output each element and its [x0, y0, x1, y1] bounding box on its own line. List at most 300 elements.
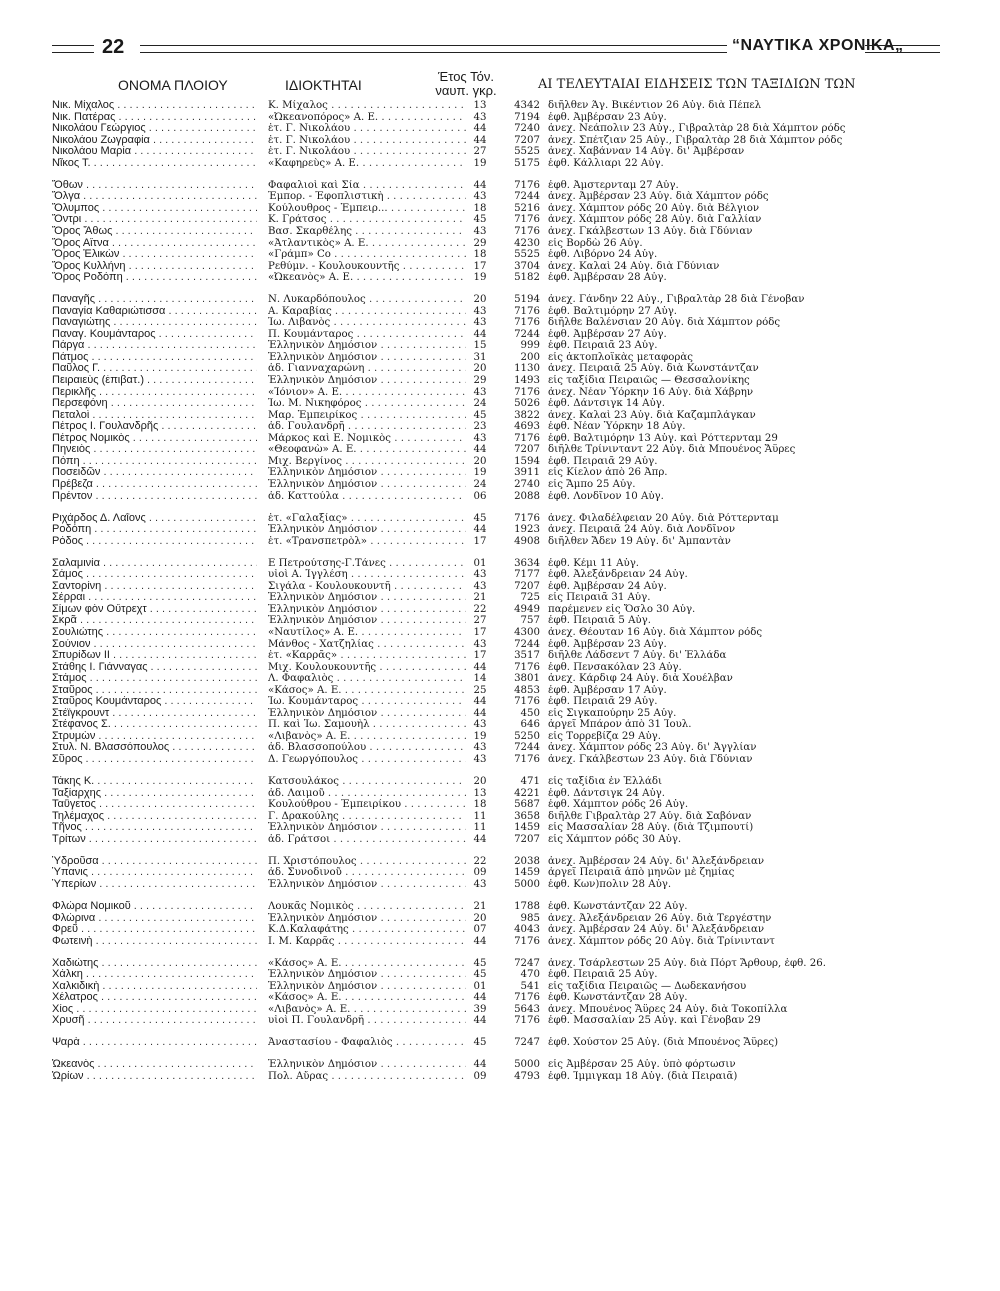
ship-row — [52, 969, 952, 981]
ship-row — [52, 569, 952, 581]
gross-tons-text: 7176 — [514, 225, 540, 237]
leader-dots — [377, 467, 466, 478]
ship-row — [52, 214, 952, 226]
leader-dots — [350, 1004, 466, 1015]
ship-owner — [268, 249, 466, 261]
ship-name — [52, 811, 257, 823]
leader-dots — [399, 261, 466, 272]
gross-tons — [500, 352, 540, 364]
ship-name-text: Παῦλος Γ. — [52, 363, 101, 375]
ship-owner-text: Ἑλληνικὸν Δημόσιον — [268, 340, 378, 352]
leader-dots — [377, 822, 466, 833]
leader-dots — [82, 822, 257, 833]
build-year — [468, 158, 492, 170]
ship-owner — [268, 191, 466, 203]
build-year — [468, 592, 492, 604]
ship-owner — [268, 479, 466, 491]
build-year — [468, 1071, 492, 1083]
build-year-text: 09 — [473, 1071, 487, 1083]
ship-owner-text: Ἐμπορ. - Ἐφοπλιστικὴ — [268, 191, 384, 203]
ship-row — [52, 558, 952, 570]
gross-tons-text: 5216 — [514, 202, 540, 214]
leader-dots — [342, 456, 466, 467]
ship-row — [52, 834, 952, 846]
year-header-line1: Έτος — [438, 69, 467, 84]
leader-dots — [99, 981, 257, 992]
ship-name-text: Νικ. Μίχαλος — [52, 100, 115, 111]
build-year — [468, 1015, 492, 1027]
page-number: 22 — [102, 36, 125, 58]
build-year — [468, 936, 492, 948]
leader-dots — [94, 776, 257, 787]
ship-name-text: Φλώρινα — [52, 912, 96, 924]
ship-owner — [268, 398, 466, 410]
gross-tons — [500, 788, 540, 800]
gross-tons-text: 7176 — [514, 512, 540, 524]
leader-dots — [348, 569, 466, 580]
ship-group — [52, 1037, 952, 1049]
ship-name — [52, 433, 257, 445]
voyage-news — [548, 456, 958, 468]
ship-group — [52, 100, 952, 169]
ship-row — [52, 936, 952, 948]
ship-name — [52, 191, 257, 203]
voyage-news-text: ἐφθ. Δάντσιγκ 24 Αὐγ. — [548, 787, 665, 799]
ship-name — [52, 742, 257, 754]
gross-tons-text: 7207 — [514, 580, 540, 592]
ship-name — [52, 479, 257, 491]
leader-dots — [376, 662, 466, 673]
leader-dots — [358, 754, 466, 765]
voyage-news-text: ἀνεχ. Ἀμβέρσαν 24 Αὐγ. δι' Ἀλεξάνδρειαν — [548, 855, 765, 867]
ship-group — [52, 294, 952, 502]
gross-tons-text: 2088 — [514, 490, 540, 502]
build-year-text: 18 — [473, 202, 487, 214]
leader-dots — [148, 662, 258, 673]
ship-name-text: Ὑπανις — [52, 867, 88, 879]
build-year — [468, 969, 492, 981]
voyage-news-text: παρέμενεν εἰς Ὄσλο 30 Αὐγ. — [548, 603, 696, 615]
voyage-news-text: ἐφθ. Ἀμβέρσαν 27 Αὐγ. — [548, 328, 667, 340]
ship-owner-text: ἀδ. Βλασσοπούλου — [268, 742, 367, 754]
ship-name — [52, 754, 257, 766]
ship-owner — [268, 627, 466, 639]
ship-owner-text: ἀδ. Γουλανδρῆ — [268, 421, 345, 433]
voyage-news-text: διῆλθε Τρίνινταντ 22 Αὐγ. διὰ Μπουένος Ἄϋρες — [548, 444, 796, 456]
leader-dots — [339, 776, 466, 787]
ship-row — [52, 479, 952, 491]
gross-tons — [500, 524, 540, 536]
gross-tons-text: 4908 — [514, 535, 540, 547]
leader-dots — [330, 317, 466, 328]
ship-name-text: Ροδόπη — [52, 524, 92, 536]
voyage-news — [548, 203, 958, 215]
voyage-news — [548, 936, 958, 948]
ship-name — [52, 112, 257, 124]
build-year-text: 01 — [473, 980, 487, 992]
ship-name-text: Στέφανος Σ. — [52, 719, 111, 731]
ship-row — [52, 592, 952, 604]
ship-owner-text: Ἑλληνικὸν Δημόσιον — [268, 603, 378, 615]
leader-dots — [95, 731, 257, 742]
voyage-news-text: ἐφθ. Πειραιᾶ 23 Αὐγ. — [548, 340, 658, 352]
ship-name-text: Πέτρος Νομικὸς — [52, 432, 130, 444]
ship-name — [52, 272, 257, 284]
voyage-news-text: εἰς Ἀμβέρσαν 25 Αὐγ. ὑπὸ φόρτωσιν — [548, 1059, 736, 1071]
ship-owner-text: Α. Καραβίας — [268, 305, 332, 317]
ship-owner — [268, 146, 466, 158]
gross-tons — [500, 238, 540, 250]
ship-row — [52, 100, 952, 112]
ship-name-text: Ὄρος Ροδόπη — [52, 272, 123, 284]
build-year — [468, 856, 492, 868]
gross-tons-text: 7244 — [514, 742, 540, 754]
build-year — [468, 135, 492, 147]
leader-dots — [93, 936, 257, 947]
gross-tons-text: 3801 — [514, 673, 540, 685]
build-year — [468, 1004, 492, 1016]
tons-header-line2: γκρ. — [472, 83, 497, 98]
gross-tons-text: 7176 — [514, 935, 540, 947]
build-year-text: 20 — [473, 776, 487, 788]
voyage-news — [548, 1015, 958, 1027]
ship-owner — [268, 742, 466, 754]
ship-name-text: Πηνειὸς — [52, 444, 91, 456]
ship-owner — [268, 822, 466, 834]
voyage-news-text: ἀνεχ. Θέουταν 16 Αὐγ. διὰ Χάμπτον ρόδς — [548, 626, 763, 638]
ship-row — [52, 203, 952, 215]
ship-name-text: Σαντορίνη — [52, 580, 102, 592]
leader-dots — [377, 375, 466, 386]
gross-tons-text: 1130 — [514, 363, 540, 375]
voyage-news — [548, 696, 958, 708]
leader-dots — [88, 867, 257, 878]
gross-tons-text: 7176 — [514, 386, 540, 398]
ship-name-text: Πρέντον — [52, 490, 93, 502]
ship-name-text: Φλώρα Νομικοῦ — [52, 900, 131, 912]
build-year — [468, 708, 492, 720]
build-year — [468, 112, 492, 124]
gross-tons — [500, 969, 540, 981]
ship-name — [52, 788, 257, 800]
leader-dots — [331, 249, 466, 260]
leader-dots — [366, 294, 466, 305]
build-year-text: 44 — [473, 696, 487, 708]
leader-dots — [367, 536, 466, 547]
leader-dots — [161, 696, 257, 707]
ship-name — [52, 799, 257, 811]
ship-name-text: Παναγιώτης — [52, 317, 111, 329]
ship-owner — [268, 558, 466, 570]
gross-tons — [500, 696, 540, 708]
leader-dots — [165, 306, 257, 317]
leader-dots — [96, 387, 257, 398]
voyage-news — [548, 901, 958, 913]
voyage-news — [548, 135, 958, 147]
ship-owner-text: Ι. Μ. Καρρᾶς — [268, 935, 335, 947]
gross-tons — [500, 569, 540, 581]
leader-dots — [377, 969, 466, 980]
leader-dots — [377, 340, 466, 351]
ship-name — [52, 158, 257, 170]
gross-tons — [500, 673, 540, 685]
voyage-news — [548, 352, 958, 364]
voyage-news-text: ἐφθ. Ἰμμιγκαμ 18 Αὐγ. (διὰ Πειραιᾶ) — [548, 1071, 738, 1083]
ship-row — [52, 467, 952, 479]
build-year-text: 43 — [473, 742, 487, 754]
ship-table — [52, 100, 952, 1093]
ship-owner-text: ἀδ. Γράτσοι — [268, 833, 331, 845]
ship-name-text: Ὄρος Ἄθως — [52, 225, 113, 237]
voyage-news — [548, 340, 958, 352]
gross-tons — [500, 834, 540, 846]
ship-owner — [268, 969, 466, 981]
build-year — [468, 536, 492, 548]
gross-tons — [500, 639, 540, 651]
ship-owner — [268, 100, 466, 112]
voyage-news — [548, 375, 958, 387]
voyage-news — [548, 363, 958, 375]
gross-tons-text: 7177 — [514, 569, 540, 581]
leader-dots — [383, 191, 466, 202]
ship-name-text: Νικ. Πατέρας — [52, 111, 116, 123]
voyage-news-text: ἀνεχ. Νέαν Ὑόρκην 16 Αὐγ. διὰ Χάβρην — [548, 386, 754, 398]
ship-owner-text: ἑτ. Γ. Νικολάου — [268, 123, 351, 135]
gross-tons-text: 5026 — [514, 398, 540, 410]
gross-tons-text: 7247 — [514, 957, 540, 969]
gross-tons — [500, 536, 540, 548]
build-year-text: 44 — [473, 707, 487, 719]
ship-owner-text: «Κάσος» Α. Ε. — [268, 684, 342, 696]
gross-tons — [500, 398, 540, 410]
ship-name-text: Ὄρος Αἴτνα — [52, 237, 109, 249]
ship-owner-text: Ν. Λυκαρδόπουλος — [268, 294, 366, 306]
ship-name — [52, 719, 257, 731]
ship-name-text: Ρόδος — [52, 535, 83, 547]
gross-tons-text: 7176 — [514, 992, 540, 1004]
ship-name — [52, 936, 257, 948]
gross-tons — [500, 708, 540, 720]
ship-owner — [268, 913, 466, 925]
ship-name-text: Πεταλοὶ — [52, 409, 90, 421]
leader-dots — [339, 811, 466, 822]
ship-owner — [268, 238, 466, 250]
ship-name — [52, 238, 257, 250]
ship-owner-text: Δ. Γεωργόπουλος — [268, 753, 359, 765]
gross-tons — [500, 627, 540, 639]
ship-name-text: Χίος — [52, 1003, 74, 1015]
leader-dots — [77, 615, 257, 626]
leader-dots — [81, 214, 257, 225]
voyage-news-text: εἰς Χάμπτον ρόδς 30 Αὐγ. — [548, 833, 682, 845]
ship-row — [52, 958, 952, 970]
gross-tons — [500, 685, 540, 697]
gross-tons — [500, 1004, 540, 1016]
leader-dots — [350, 146, 466, 157]
ship-name — [52, 363, 257, 375]
leader-dots — [93, 479, 257, 490]
build-year — [468, 444, 492, 456]
voyage-news-text: ἀνεχ. Κάρδιφ 24 Αὐγ. διὰ Χουέλβαν — [548, 673, 733, 685]
ship-row — [52, 776, 952, 788]
ship-name-text: Ὑπερίων — [52, 878, 97, 890]
build-year-text: 17 — [473, 260, 487, 272]
voyage-news — [548, 1004, 958, 1016]
ship-owner — [268, 1015, 466, 1027]
voyage-news — [548, 685, 958, 697]
gross-tons-text: 7244 — [514, 638, 540, 650]
voyage-news-text: ἐφθ. Πειραιᾶ 25 Αὐγ. — [548, 969, 658, 981]
leader-dots — [85, 592, 257, 603]
ship-row — [52, 615, 952, 627]
gross-tons-text: 3911 — [514, 467, 540, 479]
gross-tons — [500, 719, 540, 731]
build-year-text: 22 — [473, 603, 487, 615]
gross-tons-text: 1594 — [514, 455, 540, 467]
leader-dots — [364, 363, 466, 374]
leader-dots — [110, 317, 257, 328]
ship-owner — [268, 581, 466, 593]
gross-tons-text: 2740 — [514, 478, 540, 490]
leader-dots — [80, 1037, 257, 1048]
gross-tons — [500, 754, 540, 766]
leader-dots — [104, 811, 257, 822]
ship-owner-text: Μάνθος - Χατζηλίας — [268, 638, 374, 650]
gross-tons-text: 5643 — [514, 1003, 540, 1015]
gross-tons — [500, 340, 540, 352]
voyage-news-text: εἰς Πειραιᾶ 31 Αὐγ. — [548, 592, 651, 604]
build-year — [468, 410, 492, 422]
voyage-news-text: ἐφθ. Ἀμβέρσαν 24 Αὐγ. — [548, 580, 667, 592]
gross-tons-text: 470 — [520, 969, 540, 981]
voyage-news — [548, 627, 958, 639]
voyage-news — [548, 742, 958, 754]
column-header-news: ΑΙ ΤΕΛΕΥΤΑΙΑΙ ΕΙΔΗΣΕΙΣ ΤΩΝ ΤΑΞΙΔΙΩΝ ΤΩΝ — [538, 77, 856, 92]
leader-dots — [89, 410, 257, 421]
ship-owner-text: Κατσουλάκος — [268, 776, 339, 788]
leader-dots — [357, 410, 466, 421]
voyage-news-text: ἐφθ. Πειραιᾶ 5 Αὐγ. — [548, 615, 651, 627]
voyage-news — [548, 879, 958, 891]
leader-dots — [112, 226, 257, 237]
ship-owner-text: Ἰω. Λιβανὸς — [268, 317, 331, 329]
gross-tons-text: 5687 — [514, 799, 540, 811]
voyage-news — [548, 272, 958, 284]
ship-name — [52, 146, 257, 158]
voyage-news — [548, 398, 958, 410]
ship-name — [52, 1037, 257, 1049]
build-year-text: 45 — [473, 957, 487, 969]
ship-row — [52, 799, 952, 811]
gross-tons — [500, 811, 540, 823]
ship-owner — [268, 673, 466, 685]
build-year — [468, 822, 492, 834]
build-year-text: 20 — [473, 455, 487, 467]
voyage-news — [548, 662, 958, 674]
build-year — [468, 249, 492, 261]
ship-row — [52, 387, 952, 399]
voyage-news-text: ἀργεῖ Πειραιᾶ ἀπὸ μηνῶν μὲ ζημίας — [548, 867, 735, 879]
gross-tons — [500, 615, 540, 627]
leader-dots — [147, 604, 257, 615]
build-year-text: 07 — [473, 924, 487, 936]
leader-dots — [78, 924, 257, 935]
build-year-text: 11 — [473, 810, 487, 822]
ship-name — [52, 100, 257, 112]
leader-dots — [90, 444, 257, 455]
voyage-news — [548, 112, 958, 124]
ship-owner — [268, 491, 466, 503]
ship-name — [52, 524, 257, 536]
ship-name — [52, 592, 257, 604]
ship-row — [52, 627, 952, 639]
ship-name — [52, 135, 257, 147]
build-year-text: 44 — [473, 661, 487, 673]
voyage-news — [548, 1037, 958, 1049]
build-year — [468, 811, 492, 823]
page-header — [52, 36, 940, 60]
voyage-news-text: ἐφθ. Δάντσιγκ 14 Αὐγ. — [548, 398, 665, 410]
build-year-text: 29 — [473, 375, 487, 387]
ship-row — [52, 421, 952, 433]
build-year-text: 44 — [473, 444, 487, 456]
gross-tons — [500, 867, 540, 879]
voyage-news — [548, 731, 958, 743]
ship-owner — [268, 856, 466, 868]
ship-row — [52, 685, 952, 697]
leader-dots — [95, 913, 257, 924]
build-year — [468, 650, 492, 662]
ship-owner — [268, 992, 466, 1004]
ship-name-text: Σέρραι — [52, 592, 86, 604]
leader-dots — [352, 226, 466, 237]
build-year-text: 18 — [473, 249, 487, 261]
gross-tons-text: 7176 — [514, 696, 540, 708]
ship-name — [52, 375, 257, 387]
leader-dots — [96, 799, 257, 810]
gross-tons-text: 5250 — [514, 730, 540, 742]
build-year-text: 09 — [473, 867, 487, 879]
build-year-text: 43 — [473, 317, 487, 329]
gross-tons-text: 450 — [520, 707, 540, 719]
ship-name-text: Σῦρος — [52, 753, 83, 765]
build-year — [468, 569, 492, 581]
voyage-news-text: διῆλθε Βαλένσιαν 20 Αὐγ. διὰ Χάμπτον ρόδς — [548, 317, 781, 329]
ship-row — [52, 491, 952, 503]
gross-tons — [500, 662, 540, 674]
leader-dots — [85, 1015, 257, 1026]
ship-name-text: Σαλαμινία — [52, 557, 100, 569]
voyage-news-text: ἐφθ. Μασσαλίαν 25 Αὐγ. καὶ Γένοβαν 29 — [548, 1015, 761, 1027]
build-year-text: 15 — [473, 340, 487, 352]
leader-dots — [115, 112, 257, 123]
header-rule-left — [52, 45, 94, 53]
ship-row — [52, 410, 952, 422]
gross-tons — [500, 146, 540, 158]
ship-row — [52, 788, 952, 800]
ship-name-text: Τρίτων — [52, 833, 86, 845]
ship-name — [52, 467, 257, 479]
leader-dots — [342, 992, 467, 1003]
ship-name-text: Χρυσῆ — [52, 1015, 85, 1027]
gross-tons-text: 7207 — [514, 833, 540, 845]
voyage-news-text: ἀνεχ. Γάνδην 22 Αὐγ., Γιβραλτὰρ 28 διὰ Γένοβαν — [548, 294, 805, 306]
build-year-text: 44 — [473, 935, 487, 947]
ship-owner-text: «Ὠκεανοπόρος» Α. Ε. — [268, 111, 379, 123]
build-year — [468, 558, 492, 570]
build-year-text: 31 — [473, 351, 487, 363]
ship-name-text: Παναγ. Κουμάνταρος — [52, 328, 156, 340]
